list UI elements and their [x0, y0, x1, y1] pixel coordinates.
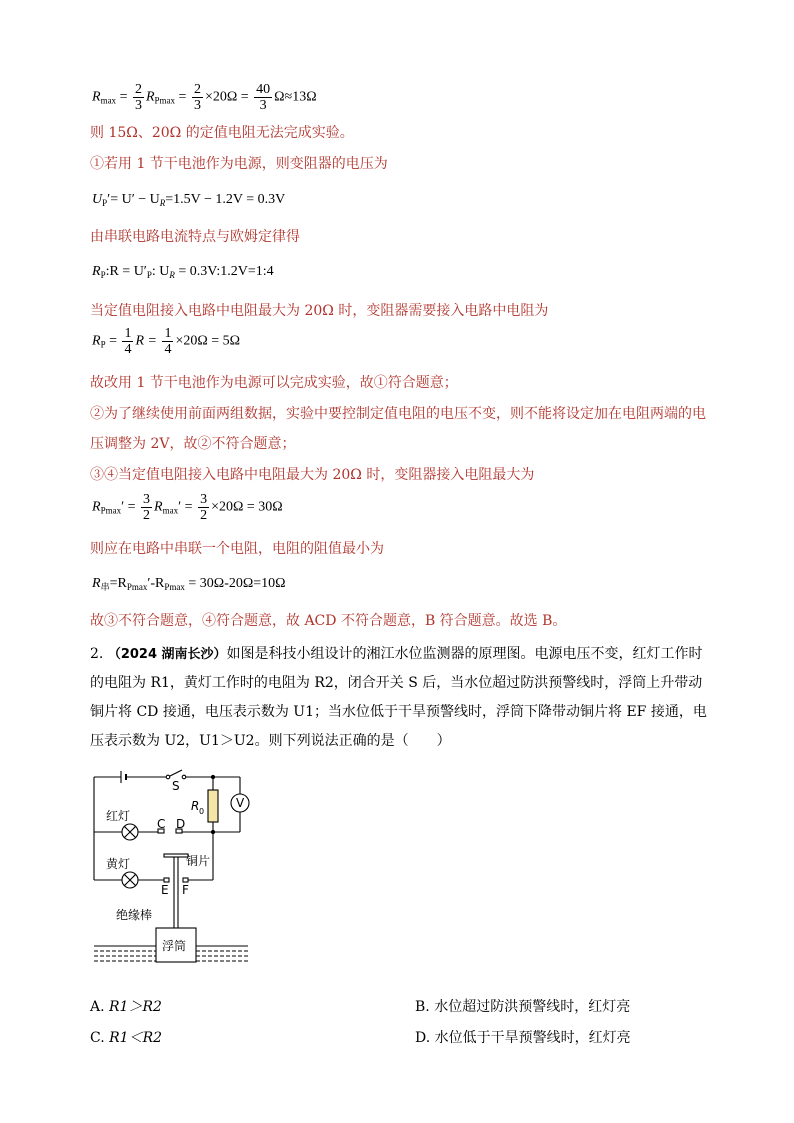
subscript: max	[100, 95, 117, 106]
symbol: U	[92, 192, 103, 207]
formula-text: ×20Ω = 5Ω	[175, 333, 241, 349]
solution-line: 故改用 1 节干电池作为电源可以完成实验，故①符合题意；	[90, 375, 458, 391]
formula-text: ×20Ω = 30Ω	[211, 499, 283, 515]
solution-line: 压调整为 2V，故②不符合题意；	[90, 436, 296, 452]
numerator: 2	[193, 82, 201, 97]
symbol: R	[92, 499, 101, 515]
symbol: R	[92, 333, 101, 349]
numerator: 2	[134, 82, 142, 97]
formula-ratio	[92, 264, 274, 280]
subscript: 串	[100, 582, 110, 592]
solution-line: 故③不符合题意，④符合题意，故 ACD 不符合题意，B 符合题意。故选 B。	[90, 613, 567, 629]
symbol: R	[92, 576, 101, 591]
symbol: R	[92, 264, 101, 279]
numerator: 3	[200, 492, 208, 507]
denominator: 4	[124, 342, 132, 357]
question-source: （2024 湖南长沙）	[107, 647, 227, 662]
float-label: 浮筒	[162, 939, 187, 953]
fraction	[192, 82, 203, 113]
formula-rseries	[92, 576, 286, 593]
resistor-r0	[208, 790, 218, 822]
switch-label: S	[172, 779, 180, 793]
subscript: P	[146, 270, 152, 280]
question-2	[90, 640, 710, 756]
option-c[interactable]	[90, 1029, 162, 1047]
solution-line: ②为了继续使用前面两组数据，实验中要控制定值电阻的电压不变，则不能将设定加在电阻两端的电	[90, 406, 706, 422]
copper-label: 铜片	[186, 854, 211, 868]
option-text: 水位低于干旱预警线时，红灯亮	[434, 1030, 631, 1046]
solution-line: 则 15Ω、20Ω 的定值电阻无法完成实验。	[90, 125, 354, 141]
denominator: 3	[193, 98, 201, 113]
formula-text: -R	[150, 576, 165, 591]
prime: ′	[121, 499, 125, 515]
subscript: Pmax	[126, 582, 148, 592]
solution-line: 当定值电阻接入电路中电阻最大为 20Ω 时，变阻器需要接入电路中电阻为	[90, 303, 549, 319]
yellow-lamp-label: 黄灯	[106, 857, 131, 871]
operator: =	[184, 499, 193, 515]
option-letter: C.	[90, 1030, 105, 1046]
voltmeter-label: V	[236, 796, 245, 810]
circuit-diagram	[88, 768, 258, 968]
option-d[interactable]	[415, 1029, 631, 1047]
denominator: 3	[134, 98, 142, 113]
option-letter: B.	[415, 999, 430, 1015]
subscript: P	[100, 339, 106, 350]
option-letter: A.	[90, 999, 105, 1015]
option-text: 水位超过防洪预警线时，红灯亮	[434, 999, 631, 1015]
subscript: R	[159, 198, 166, 208]
denominator: 4	[164, 342, 172, 357]
operator: =	[127, 499, 136, 515]
denominator: 2	[143, 508, 151, 523]
fraction	[254, 82, 272, 113]
resistor-label-sub: 0	[199, 807, 205, 816]
subscript: Pmax	[154, 95, 176, 106]
option-a[interactable]	[90, 998, 162, 1016]
symbol: R	[145, 89, 155, 105]
contact-c-label: C	[157, 817, 166, 831]
contact-f-label: F	[182, 883, 189, 897]
fraction	[133, 82, 144, 113]
option-text: R1＜R2	[109, 1030, 163, 1046]
option-letter: D.	[415, 1030, 431, 1046]
formula-text: : U	[151, 264, 170, 279]
formula-up	[92, 192, 285, 208]
operator: =	[109, 333, 117, 349]
contact-e-label: E	[161, 883, 169, 897]
formula-text: R =	[135, 333, 157, 349]
numerator: 1	[164, 326, 172, 341]
contact-d-label: D	[176, 817, 186, 831]
formula-text: = 0.3V:1.2V=1:4	[174, 264, 274, 279]
subscript: Pmax	[164, 582, 185, 592]
subscript: P	[100, 270, 106, 280]
copper-plate	[164, 854, 188, 857]
formula-text: = U′ − U	[110, 192, 160, 207]
denominator: 3	[259, 98, 267, 113]
numerator: 3	[143, 492, 151, 507]
formula-text: Ω≈13Ω	[274, 89, 317, 105]
operator: =	[119, 89, 128, 105]
prime: ′	[107, 192, 111, 207]
fraction	[162, 326, 173, 357]
contact-f	[183, 878, 188, 882]
switch-blade	[170, 770, 182, 776]
subscript: Pmax	[100, 505, 122, 516]
resistor-label: R	[191, 799, 200, 813]
option-text: R1＞R2	[109, 999, 162, 1015]
rod-label: 绝缘棒	[116, 908, 153, 922]
symbol: R	[154, 499, 163, 515]
solution-line: ①若用 1 节干电池作为电源，则变阻器的电压为	[90, 156, 388, 172]
formula-rpmax	[92, 492, 283, 523]
fraction	[122, 326, 133, 357]
formula-text: =1.5V − 1.2V = 0.3V	[165, 192, 286, 207]
fraction	[141, 492, 152, 523]
formula-text: ×20Ω =	[204, 89, 249, 105]
subscript: max	[162, 505, 179, 516]
question-text: 如图是科技小组设计的湘江水位监测器的原理图。电源电压不变，红灯工作时的电阻为 R1，黄灯工作时的电阻为 R2，闭合开关 S 后，当水位超过防洪预警线时，浮筒上升带动铜片将 CD 接通，电压表示数为 U1；当水位低于干旱预警线时，浮筒下降带动铜片将 EF 接通，电压表示数为 U2，U1＞U2。则下列说法正确的是（ ）	[90, 646, 707, 749]
prime: ′	[178, 499, 182, 515]
solution-line: 则应在电路中串联一个电阻，电阻的阻值最小为	[90, 541, 384, 557]
formula-text: :R = U′	[105, 264, 147, 279]
formula-rmax	[92, 82, 317, 113]
operator: =	[178, 89, 187, 105]
solution-line: ③④当定值电阻接入电路中电阻最大为 20Ω 时，变阻器接入电阻最大为	[90, 467, 535, 483]
numerator: 1	[124, 326, 132, 341]
formula-text: =R	[109, 576, 127, 591]
red-lamp-label: 红灯	[106, 809, 131, 823]
option-b[interactable]	[415, 998, 630, 1016]
subscript: P	[102, 198, 108, 208]
question-number: 2.	[90, 646, 104, 662]
contact-e	[164, 878, 169, 882]
denominator: 2	[200, 508, 208, 523]
formula-text: = 30Ω-20Ω=10Ω	[184, 576, 286, 591]
fraction	[198, 492, 209, 523]
subscript: R	[169, 270, 175, 280]
symbol: R	[92, 89, 101, 105]
numerator: 40	[256, 82, 271, 97]
solution-line: 由串联电路电流特点与欧姆定律得	[90, 229, 300, 245]
formula-rp	[92, 326, 240, 357]
prime: ′	[147, 576, 151, 591]
